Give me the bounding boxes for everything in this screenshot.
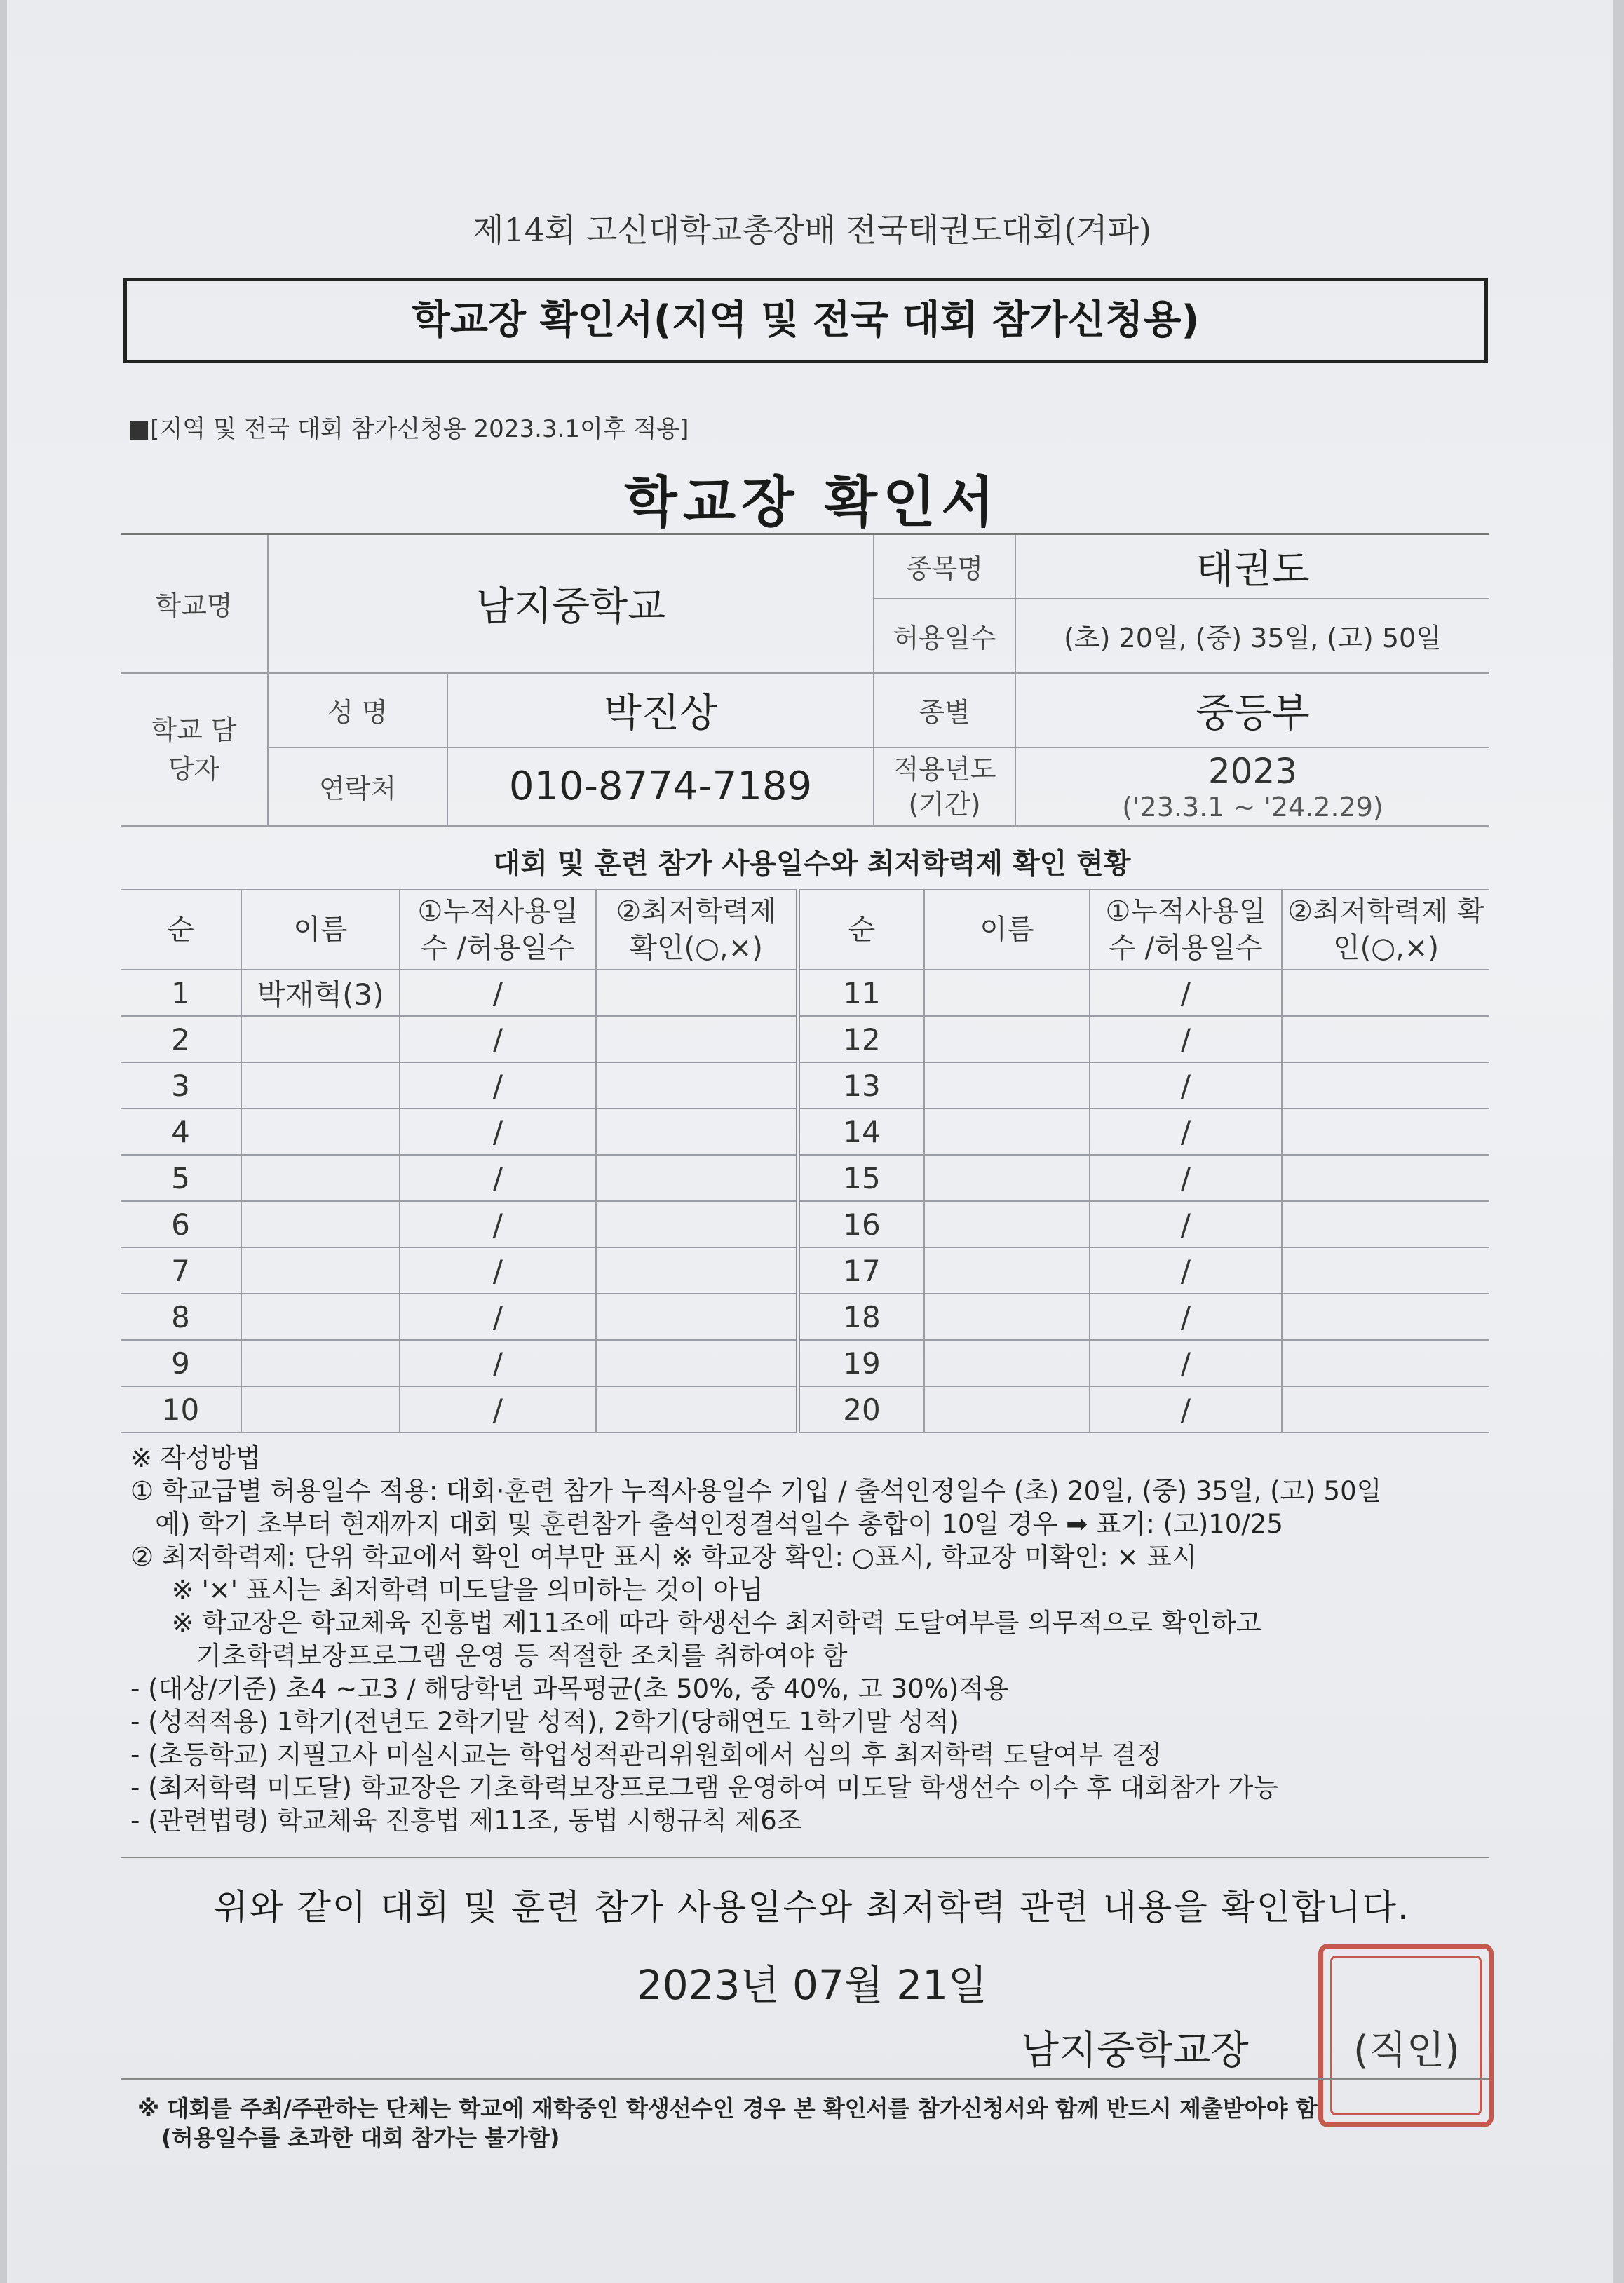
row-number: 17 [798,1247,924,1294]
cumulative-days: / [1090,1109,1282,1155]
seal-mark-label: (직인) [1353,2028,1460,2073]
header-name-right: 이름 [924,890,1090,970]
academic-check [1282,1294,1489,1340]
student-name [924,1201,1090,1247]
roster-row [121,1386,1489,1432]
divider [121,1857,1489,1858]
school-info-table [121,533,1489,827]
academic-check [596,1386,798,1432]
cumulative-days: / [400,1294,596,1340]
cumulative-days: / [400,1109,596,1155]
row-number: 16 [798,1201,924,1247]
academic-check [596,1201,798,1247]
section-caption: 대회 및 훈련 참가 사용일수와 최저학력제 확인 현황 [493,848,1131,880]
roster-row [121,1247,1489,1294]
cumulative-days: / [400,1062,596,1109]
cumulative-days: / [400,1247,596,1294]
academic-check [596,1340,798,1386]
student-name [241,1016,400,1062]
roster-row [121,1294,1489,1340]
school-name-value: 남지중학교 [268,534,874,673]
academic-check [1282,1109,1489,1155]
instruction-line: - (대상/기준) 초4 ~고3 / 해당학년 과목평균(초 50%, 중 40%, 고 30%)적용 [130,1674,1009,1704]
main-title: 학교장 확인서 [624,471,1000,534]
allowed-days-value: (초) 20일, (중) 35일, (고) 50일 [1015,599,1489,673]
cumulative-days: / [400,970,596,1016]
roster-row [121,1109,1489,1155]
roster-row [121,1201,1489,1247]
instruction-line: ① 학교급별 허용일수 적용: 대회·훈련 참가 누적사용일수 기입 / 출석인정일수 (초) 20일, (중) 35일, (고) 50일 [130,1476,1382,1506]
academic-check [1282,1155,1489,1201]
division-label: 종별 [874,673,1015,747]
academic-check [596,1155,798,1201]
contact-value: 010-8774-7189 [447,747,874,826]
student-name [924,1340,1090,1386]
student-name [241,1062,400,1109]
cumulative-days: / [400,1201,596,1247]
cumulative-days: / [1090,1247,1282,1294]
student-name [924,1062,1090,1109]
row-number: 19 [798,1340,924,1386]
student-name [241,1109,400,1155]
roster-row [121,1340,1489,1386]
manager-label: 학교 담당자 [121,673,268,826]
footer-note-line: (허용일수를 초과한 대회 참가는 불가함) [161,2125,560,2151]
row-number: 1 [121,970,241,1016]
row-number: 8 [121,1294,241,1340]
cumulative-days: / [400,1016,596,1062]
roster-row [121,1062,1489,1109]
row-number: 13 [798,1062,924,1109]
academic-check [1282,1386,1489,1432]
allowed-days-label: 허용일수 [874,599,1015,673]
row-number: 10 [121,1386,241,1432]
student-name [241,1386,400,1432]
apply-period-value: ('23.3.1 ~ '24.2.29) [1122,791,1383,822]
student-name [241,1340,400,1386]
academic-check [1282,1062,1489,1109]
academic-check [1282,1201,1489,1247]
cumulative-days: / [400,1340,596,1386]
cumulative-days: / [400,1386,596,1432]
apply-year-label: 적용년도 (기간) [874,747,1015,826]
cumulative-days: / [1090,1386,1282,1432]
academic-check [596,1294,798,1340]
header-no-right: 순 [798,890,924,970]
roster-header-row [121,890,1489,970]
roster-row [121,970,1489,1016]
cumulative-days: / [400,1155,596,1201]
row-number: 14 [798,1109,924,1155]
apply-year-cell [1015,747,1489,826]
row-number: 2 [121,1016,241,1062]
sport-value: 태권도 [1015,534,1489,599]
instruction-line: ※ 학교장은 학교체육 진흥법 제11조에 따라 학생선수 최저학력 도달여부를 의무적으로 확인하고 [130,1608,1261,1638]
student-name [924,1294,1090,1340]
student-name [241,1155,400,1201]
school-name-label: 학교명 [121,534,268,673]
applicability-note: ■[지역 및 전국 대회 참가신청용 2023.3.1이후 적용] [128,415,689,443]
header-days-left: ①누적사용일수 /허용일수 [400,890,596,970]
row-number: 11 [798,970,924,1016]
instructions-block [130,1442,1533,1837]
cumulative-days: / [1090,1201,1282,1247]
row-number: 9 [121,1340,241,1386]
cumulative-days: / [1090,1340,1282,1386]
roster-table [121,889,1489,1433]
student-name [924,1016,1090,1062]
student-name [924,970,1090,1016]
roster-row [121,1155,1489,1201]
contest-title: 제14회 고신대학교총장배 전국태권도대회(겨파) [473,211,1151,249]
instruction-line: - (성적적용) 1학기(전년도 2학기말 성적), 2학기(당해연도 1학기말 성적) [130,1707,959,1737]
student-name: 박재혁(3) [241,970,400,1016]
row-number: 15 [798,1155,924,1201]
student-name [924,1386,1090,1432]
academic-check [1282,1340,1489,1386]
cumulative-days: / [1090,1294,1282,1340]
header-days-right: ①누적사용일수 /허용일수 [1090,890,1282,970]
instruction-line: ※ '×' 표시는 최저학력 미도달을 의미하는 것이 아님 [130,1575,764,1605]
row-number: 3 [121,1062,241,1109]
contact-label: 연락처 [268,747,447,826]
cumulative-days: / [1090,1155,1282,1201]
form-title-box: 학교장 확인서(지역 및 전국 대회 참가신청용) [123,278,1488,363]
header-check-left: ②최저학력제 확인(○,×) [596,890,798,970]
manager-name-value: 박진상 [447,673,874,747]
instruction-line: - (최저학력 미도달) 학교장은 기초학력보장프로그램 운영하여 미도달 학생선수 이수 후 대회참가 가능 [130,1773,1279,1803]
student-name [924,1109,1090,1155]
academic-check [1282,970,1489,1016]
academic-check [596,1016,798,1062]
instructions-heading: ※ 작성방법 [130,1443,261,1473]
student-name [924,1247,1090,1294]
row-number: 5 [121,1155,241,1201]
student-name [241,1247,400,1294]
cumulative-days: / [1090,1016,1282,1062]
academic-check [1282,1247,1489,1294]
header-name-left: 이름 [241,890,400,970]
instruction-line: ② 최저학력제: 단위 학교에서 확인 여부만 표시 ※ 학교장 확인: ○표시, 학교장 미확인: × 표시 [130,1542,1197,1572]
footer-note-line: ※ 대회를 주최/주관하는 단체는 학교에 재학중인 학생선수인 경우 본 확인서를 참가신청서와 함께 반드시 제출받아야 함 [137,2095,1318,2122]
divider [121,2078,1489,2080]
cumulative-days: / [1090,1062,1282,1109]
principal-signature-line: 남지중학교장 [1021,2028,1249,2073]
row-number: 12 [798,1016,924,1062]
row-number: 20 [798,1386,924,1432]
division-value: 중등부 [1015,673,1489,747]
apply-year-value: 2023 [1207,750,1298,792]
header-check-right: ②최저학력제 확인(○,×) [1282,890,1489,970]
student-name [924,1155,1090,1201]
academic-check [596,1062,798,1109]
instruction-line: 기초학력보장프로그램 운영 등 적절한 조치를 취하여야 함 [130,1641,848,1671]
instruction-line: - (관련법령) 학교체육 진흥법 제11조, 동법 시행규칙 제6조 [130,1806,802,1836]
row-number: 6 [121,1201,241,1247]
row-number: 18 [798,1294,924,1340]
student-name [241,1294,400,1340]
issue-date: 2023년 07월 21일 [636,1961,988,2009]
row-number: 7 [121,1247,241,1294]
manager-name-label: 성 명 [268,673,447,747]
header-no-left: 순 [121,890,241,970]
student-name [241,1201,400,1247]
academic-check [596,1247,798,1294]
cumulative-days: / [1090,970,1282,1016]
confirmation-statement: 위와 같이 대회 및 훈련 참가 사용일수와 최저학력 관련 내용을 확인합니다. [214,1887,1410,1928]
sport-label: 종목명 [874,534,1015,599]
instruction-line: 예) 학기 초부터 현재까지 대회 및 훈련참가 출석인정결석일수 총합이 10일 경우 ➡ 표기: (고)10/25 [130,1509,1283,1539]
roster-row [121,1016,1489,1062]
academic-check [596,1109,798,1155]
footer-note [137,2094,1318,2153]
instruction-line: - (초등학교) 지필고사 미실시교는 학업성적관리위원회에서 심의 후 최저학력 도달여부 결정 [130,1740,1162,1770]
row-number: 4 [121,1109,241,1155]
academic-check [596,970,798,1016]
academic-check [1282,1016,1489,1062]
